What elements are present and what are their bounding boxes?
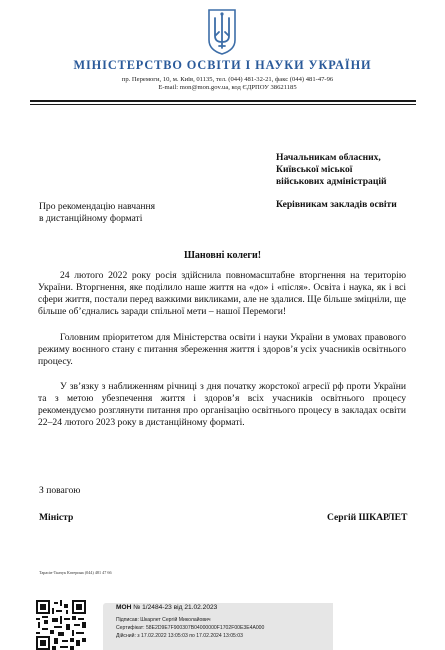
addressee-line: військових адміністрацій <box>276 176 387 187</box>
header-divider <box>30 100 416 102</box>
qr-code-icon <box>36 600 86 650</box>
closing-phrase: З повагою <box>39 485 81 496</box>
signer-title: Міністр <box>39 512 74 523</box>
addressee-schools: Керівникам закладів освіти <box>276 199 397 210</box>
stamp-certificate: Сертифікат: 58E2D9E7F900307B04000000F1702F00E3E4A000 <box>116 625 265 631</box>
contacts-address: пр. Перемоги, 10, м. Київ, 01135, тел. (044) 481-32-21, факс (044) 481-47-96 <box>121 76 334 83</box>
stamp-doc-number <box>116 604 217 611</box>
letter-greeting: Шановні колеги! <box>183 250 262 261</box>
subject-line: Про рекомендацію навчання <box>39 201 156 212</box>
addressee-block <box>276 152 436 188</box>
addressee-line: Начальникам обласних, <box>276 152 381 163</box>
header-divider-thin <box>30 104 416 105</box>
stamp-doc-number-value: № 1/2484-23 від 21.02.2023 <box>133 604 218 611</box>
trident-coat-of-arms-icon <box>207 8 237 56</box>
body-paragraph: 24 лютого 2022 року росія здійснила повномасштабне вторгнення на територію України. Вторгнення, яке поділило наше життя на «до» і «після». Освіта і наука, як і всі сфери життя, постали перед важкими викликами, але не здалися. Ще більше зміцніли, ще більше об’єднались заради спільної мети – нашої Перемоги! <box>38 270 406 318</box>
stamp-doc-label: МОН <box>116 604 132 611</box>
ministry-title: МІНІСТЕРСТВО ОСВІТИ І НАУКИ УКРАЇНИ <box>73 58 372 72</box>
body-paragraph: Головним пріоритетом для Міністерства освіти і науки України в умовах правового режиму воєнного стану є питання збереження життя і здоров’я усіх учасників освітнього процесу. <box>38 332 406 368</box>
body-paragraph: У зв’язку з наближенням річниці з дня початку жорстокої агресії рф проти України та з метою убезпечення життя і здоров’я всіх учасників освітнього процесу рекомендуємо розглянути питання про організацію освітнього процесу в закладах освіти 22–24 лютого 2023 року в дистанційному форматі. <box>38 381 406 429</box>
letter-subject <box>39 201 219 225</box>
stamp-validity: Дійсний: з 17.02.2022 13:05:03 по 17.02.2024 13:05:03 <box>116 633 243 639</box>
ministry-contacts <box>60 76 395 93</box>
subject-line: в дистанційному форматі <box>39 213 143 224</box>
contacts-email: E-mail: mon@mon.gov.ua, код ЄДРПОУ 38621185 <box>158 84 297 92</box>
signer-name: Сергій ШКАРЛЕТ <box>327 512 408 523</box>
addressee-line: Київської міської <box>276 164 353 175</box>
stamp-signer: Підписав: Шкарлет Сергій Миколайович <box>116 617 211 623</box>
executor-contact: Тарасів-Ткачук Катерина (044) 481 47 66 <box>39 570 112 575</box>
